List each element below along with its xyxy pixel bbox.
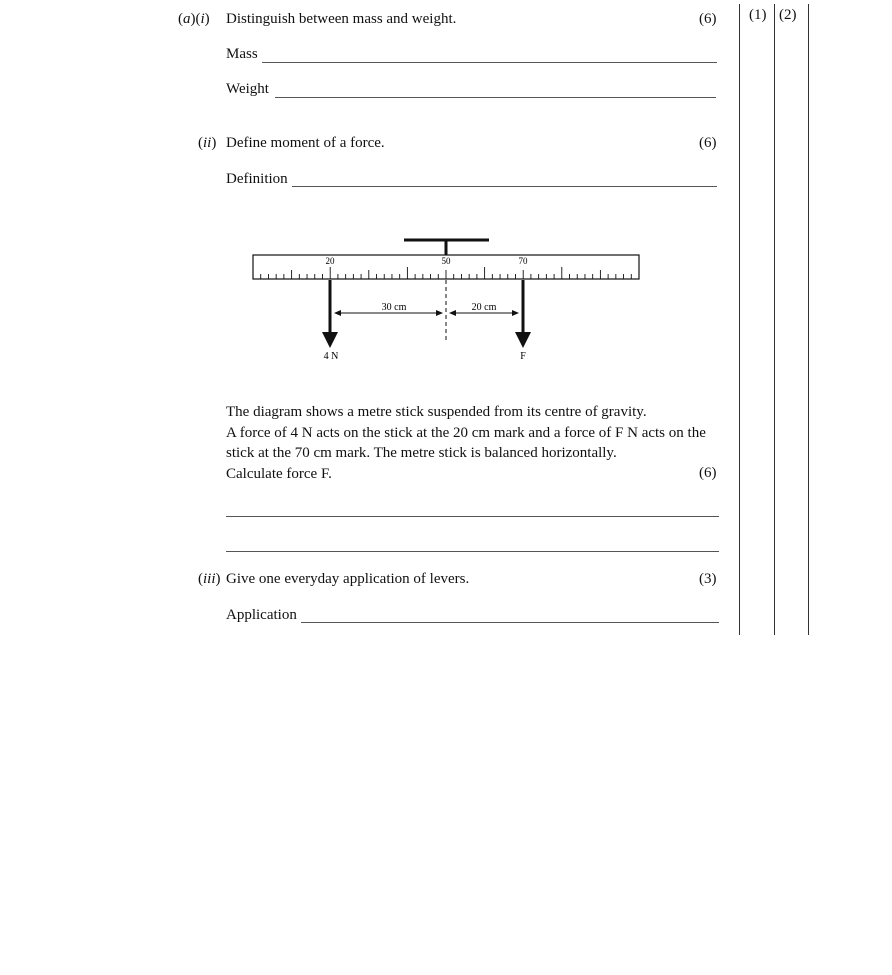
- calc-line-1: The diagram shows a metre stick suspended from its centre of gravity.: [226, 404, 647, 420]
- left-distance-arrowhead-right: [436, 310, 443, 316]
- application-answer-line[interactable]: [301, 622, 719, 623]
- definition-label: Definition: [226, 171, 288, 187]
- application-label: Application: [226, 607, 297, 623]
- weight-label: Weight: [226, 81, 269, 97]
- right-force-arrow-head: [515, 332, 531, 348]
- marks-calc: (6): [699, 465, 717, 481]
- tick-label-20: 20: [325, 256, 335, 266]
- right-force-label: F: [520, 351, 526, 362]
- mass-label: Mass: [226, 46, 258, 62]
- margin-col-1-label: (1): [749, 7, 767, 23]
- calc-line-4: Calculate force F.: [226, 465, 332, 482]
- calc-line-3: stick at the 70 cm mark. The metre stick is balanced horizontally.: [226, 445, 617, 461]
- question-number-a-iii: (iii): [198, 571, 221, 587]
- tick-label-70: 70: [518, 256, 528, 266]
- question-number-a-ii: (ii): [198, 135, 217, 151]
- question-text-a-iii: Give one everyday application of levers.: [226, 571, 470, 587]
- left-force-arrow-head: [322, 332, 338, 348]
- question-text-a-ii: Define moment of a force.: [226, 135, 385, 151]
- right-distance-arrowhead-left: [449, 310, 456, 316]
- tick-label-50: 50: [441, 256, 451, 266]
- left-distance-label: 30 cm: [381, 302, 407, 313]
- marks-a-iii: (3): [699, 571, 717, 587]
- right-distance-label: 20 cm: [471, 302, 497, 313]
- calc-line-2: A force of 4 N acts on the stick at the 20 cm mark and a force of F N acts on the: [226, 424, 706, 441]
- margin-col-2-label: (2): [779, 7, 797, 23]
- calc-paragraph: [226, 402, 726, 484]
- left-distance-arrowhead-left: [334, 310, 341, 316]
- right-distance-arrowhead-right: [512, 310, 519, 316]
- left-force-label: 4 N: [323, 351, 339, 362]
- metre-stick-diagram: [0, 0, 892, 400]
- calc-answer-line-2[interactable]: [226, 551, 719, 552]
- question-number-a-i: (a)(i): [178, 11, 210, 27]
- question-text-a-i: Distinguish between mass and weight.: [226, 11, 457, 27]
- marks-a-ii: (6): [699, 135, 717, 151]
- marks-a-i: (6): [699, 11, 717, 27]
- calc-answer-line-1[interactable]: [226, 516, 719, 517]
